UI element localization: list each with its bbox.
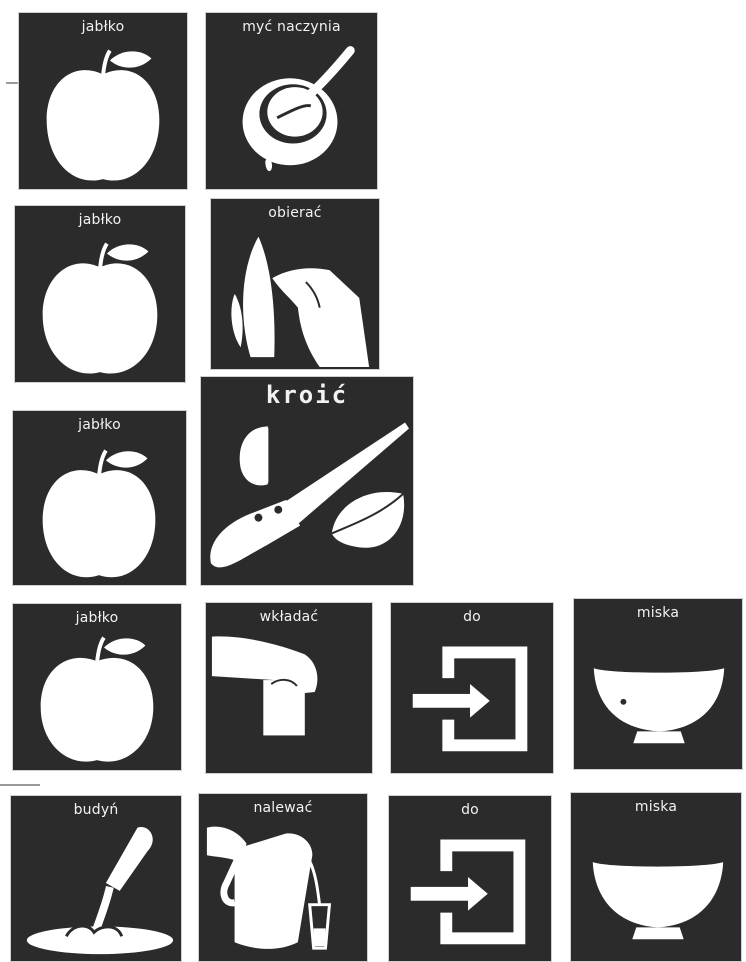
pudding-pouring-icon: [11, 796, 181, 961]
card-miska[interactable]: [573, 598, 743, 770]
card-do[interactable]: [388, 795, 552, 962]
card-label: do: [461, 802, 479, 818]
card-label: myć naczynia: [242, 19, 341, 35]
card-obierac[interactable]: [210, 198, 380, 370]
card-jablko[interactable]: [12, 410, 187, 586]
card-do[interactable]: [390, 602, 554, 774]
card-label: wkładać: [259, 609, 319, 625]
card-label: jabłko: [81, 19, 125, 35]
apple-icon: [13, 411, 186, 585]
card-label: miska: [636, 605, 680, 621]
bowl-icon: [574, 599, 742, 769]
card-jablko[interactable]: [12, 603, 182, 771]
bowl-icon: [571, 793, 741, 961]
card-miska[interactable]: [570, 792, 742, 962]
card-label: nalewać: [253, 800, 313, 816]
card-budyn[interactable]: [10, 795, 182, 962]
card-label: do: [463, 609, 481, 625]
card-label: kroić: [265, 381, 349, 409]
card-jablko[interactable]: [18, 12, 188, 190]
card-label: miska: [634, 799, 678, 815]
card-label: obierać: [268, 205, 322, 221]
scan-mark: [0, 784, 40, 786]
card-jablko[interactable]: [14, 205, 186, 383]
card-nalewac[interactable]: [198, 793, 368, 962]
apple-icon: [13, 604, 181, 770]
card-myc-naczynia[interactable]: [205, 12, 378, 190]
peeling-banana-icon: [211, 199, 379, 369]
card-label: jabłko: [78, 212, 122, 228]
arrow-into-box-icon: [391, 603, 553, 773]
apple-icon: [19, 13, 187, 189]
washing-dishes-icon: [206, 13, 377, 189]
knife-cutting-icon: [201, 377, 413, 585]
arrow-into-box-icon: [389, 796, 551, 961]
card-label: jabłko: [75, 610, 119, 626]
pouring-jug-icon: [199, 794, 367, 961]
apple-icon: [15, 206, 185, 382]
card-label: budyń: [73, 802, 119, 818]
card-kroic[interactable]: [200, 376, 414, 586]
hand-inserting-icon: [206, 603, 372, 773]
card-wkladac[interactable]: [205, 602, 373, 774]
card-label: jabłko: [78, 417, 121, 433]
